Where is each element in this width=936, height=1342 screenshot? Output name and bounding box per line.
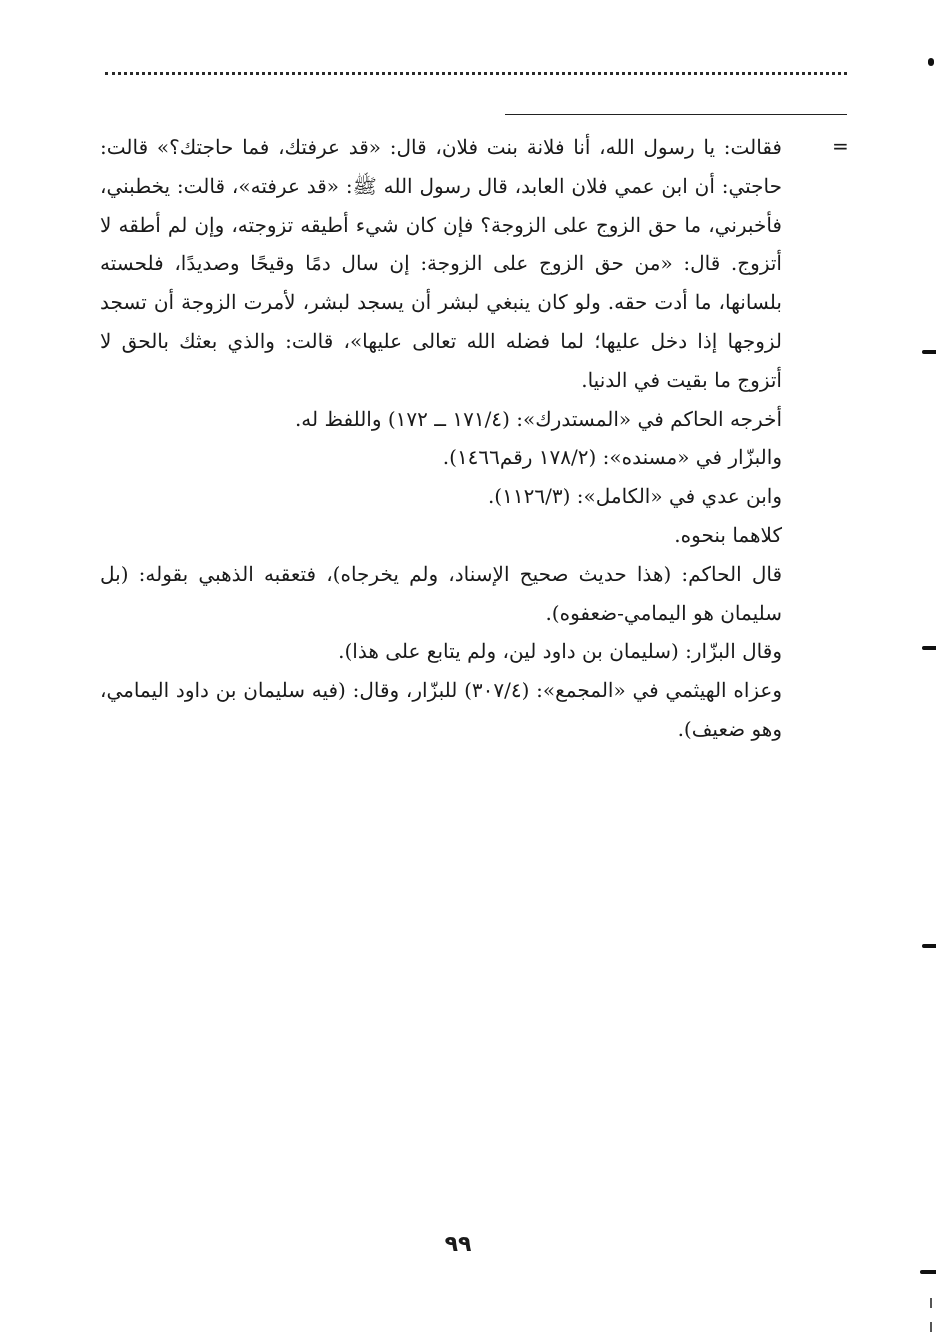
takhrij-ibn-adi: وابن عدي في «الكامل»: (١١٢٦/٣). (487, 484, 782, 509)
haythami-comment: وعزاه الهيثمي في «المجمع»: (٣٠٧/٤) للبزّار، وقال: (فيه سليمان بن داود اليمامي، وهو ضعيف). (100, 678, 782, 741)
scan-tick (930, 1322, 932, 1332)
scan-edge-dot (928, 58, 934, 66)
scan-edge-mark (922, 944, 936, 948)
takhrij-note: كلاهما بنحوه. (674, 522, 782, 547)
scan-edge-mark (920, 1270, 936, 1274)
scan-tick (930, 1298, 932, 1308)
footnote-separator-rule (505, 114, 847, 115)
margin-continuation-mark: = (832, 134, 849, 158)
takhrij-hakim: أخرجه الحاكم في «المستدرك»: (١٧١/٤ ــ ١٧٢) واللفظ له. (294, 406, 782, 431)
takhrij-bazzar: والبزّار في «مسنده»: (١٧٨/٢ رقم١٤٦٦). (442, 445, 782, 470)
header-dotted-rule (105, 72, 847, 75)
scan-edge-mark (922, 350, 936, 354)
scan-edge-mark (922, 646, 936, 650)
hadith-paragraph: فقالت: يا رسول الله، أنا فلانة بنت فلان، قال: «قد عرفتك، فما حاجتك؟» قالت: حاجتي: أن ابن عمي فلان العابد، قال رسول الله ﷺ: «قد عرفته»، قالت: يخطبني، فأخبرني، ما حق الزوج على الزوجة؟ فإن كان شيء أطيقه تزوجته، وإن لم أطقه لا أتزوج. قال: «من حق الزوج على الزوجة: إن سال دمًا وقيحًا وصديدًا، فلحسته بلسانها، ما أدت حقه. ولو كان ينبغي لبشر أن يسجد لبشر، لأمرت الزوجة أن تسجد لزوجها إذا دخل عليها؛ لما فضله الله تعالى عليها»، قالت: والذي بعثك بالحق لا أتزوج ما بقيت في الدنيا. (100, 135, 782, 392)
footnote-text-block (100, 128, 782, 749)
bazzar-comment: وقال البزّار: (سليمان بن داود لين، ولم يتابع على هذا). (338, 639, 782, 664)
page-number: ٩٩ (444, 1232, 472, 1257)
hakim-dhahabi-comment: قال الحاكم: (هذا حديث صحيح الإسناد، ولم يخرجاه)، فتعقبه الذهبي بقوله: (بل سليمان هو اليمامي-ضعفوه). (100, 561, 782, 625)
